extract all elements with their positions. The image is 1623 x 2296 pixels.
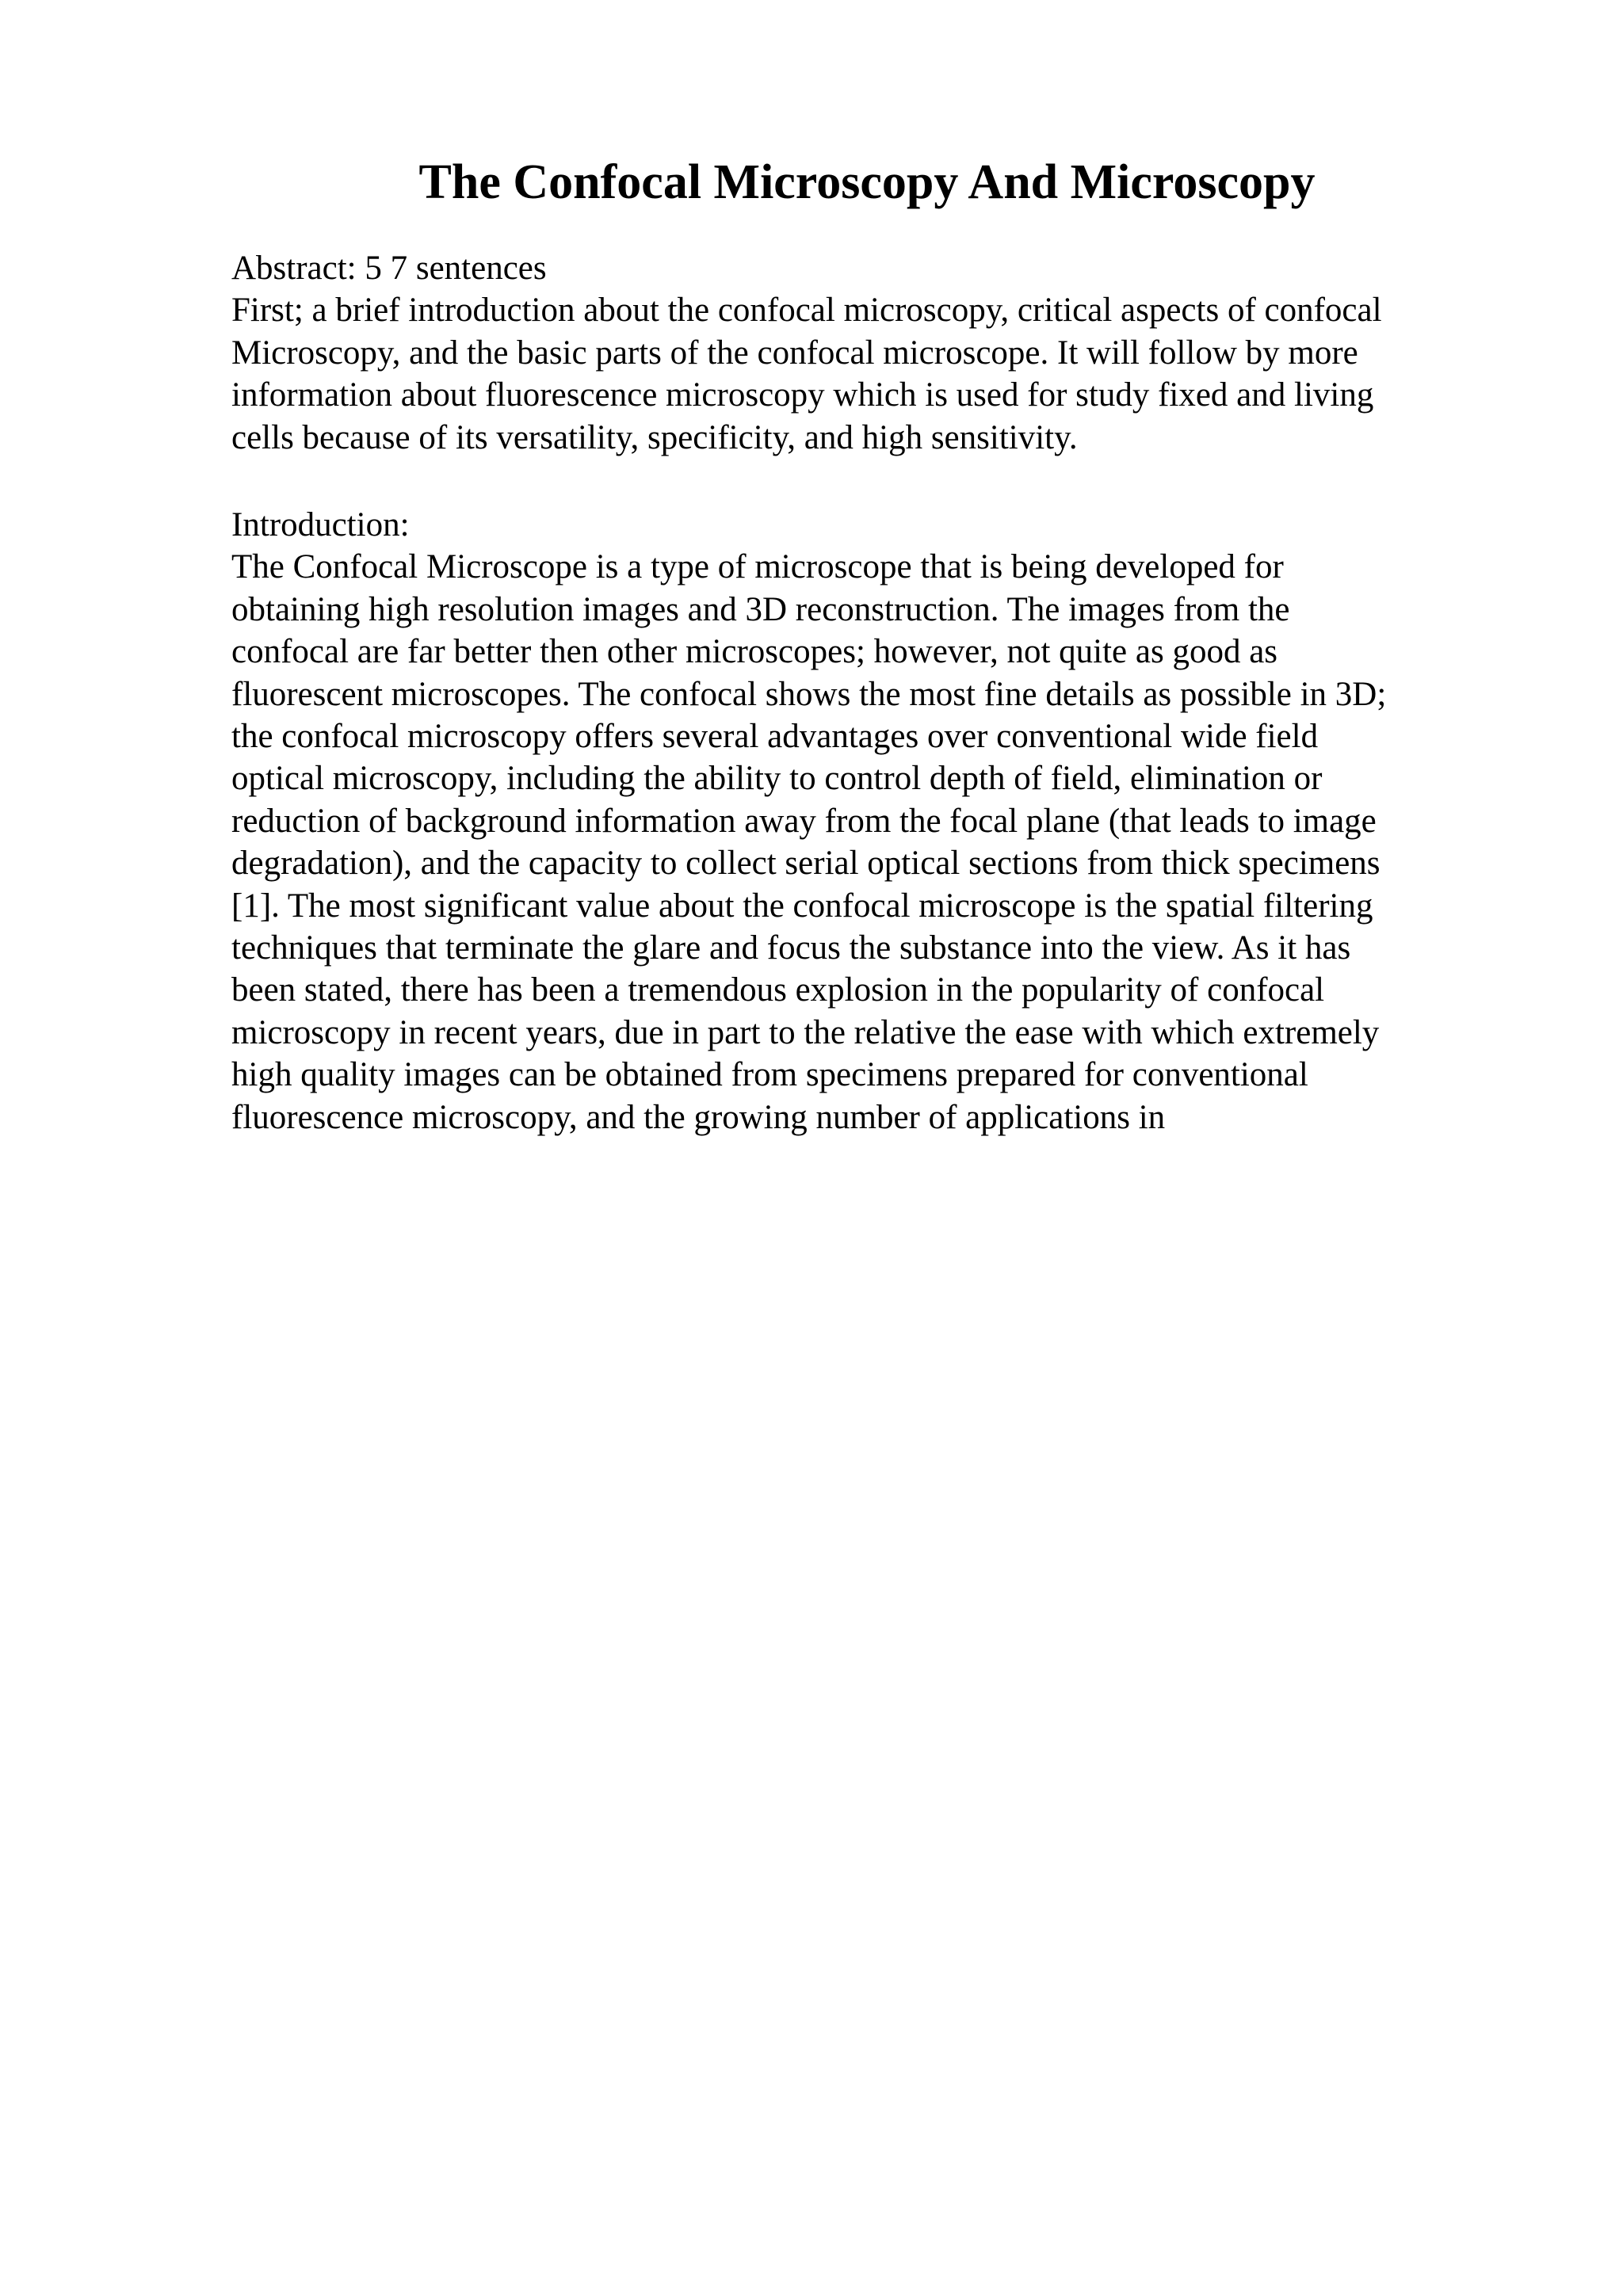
introduction-line: fluorescent microscopes. The confocal shows the most fine details as possible in 3D; <box>231 675 1387 713</box>
introduction-line: high quality images can be obtained from specimens prepared for conventional <box>231 1056 1308 1094</box>
introduction-line: optical microscopy, including the ability to control depth of field, elimination or <box>231 760 1323 798</box>
introduction-line: reduction of background information away from the focal plane (that leads to image <box>231 802 1377 840</box>
introduction-line: obtaining high resolution images and 3D reconstruction. The images from the <box>231 590 1290 628</box>
introduction-line: microscopy in recent years, due in part to the relative the ease with which extremely <box>231 1013 1380 1051</box>
abstract-line: First; a brief introduction about the confocal microscopy, critical aspects of confocal <box>231 292 1382 330</box>
introduction-line: degradation), and the capacity to collect serial optical sections from thick specimens <box>231 845 1381 883</box>
abstract-line: cells because of its versatility, specificity, and high sensitivity. <box>231 418 1078 456</box>
abstract-heading: Abstract: 5 7 sentences <box>231 250 547 287</box>
document-title: The Confocal Microscopy And Microscopy <box>418 155 1316 209</box>
abstract-section <box>231 247 1382 459</box>
introduction-line: fluorescence microscopy, and the growing number of applications in <box>231 1098 1166 1136</box>
introduction-line: The Confocal Microscope is a type of microscope that is being developed for <box>231 548 1284 586</box>
introduction-line: [1]. The most significant value about the confocal microscope is the spatial filtering <box>231 887 1373 925</box>
abstract-line: Microscopy, and the basic parts of the confocal microscope. It will follow by more <box>231 334 1358 372</box>
introduction-heading: Introduction: <box>231 506 410 543</box>
introduction-line: confocal are far better then other microscopes; however, not quite as good as <box>231 633 1278 671</box>
introduction-section <box>231 504 1386 1138</box>
introduction-line: the confocal microscopy offers several advantages over conventional wide field <box>231 718 1319 756</box>
introduction-line: techniques that terminate the glare and focus the substance into the view. As it has <box>231 929 1351 967</box>
abstract-line: information about fluorescence microscopy which is used for study fixed and living <box>231 376 1374 414</box>
introduction-line: been stated, there has been a tremendous explosion in the popularity of confocal <box>231 971 1325 1009</box>
